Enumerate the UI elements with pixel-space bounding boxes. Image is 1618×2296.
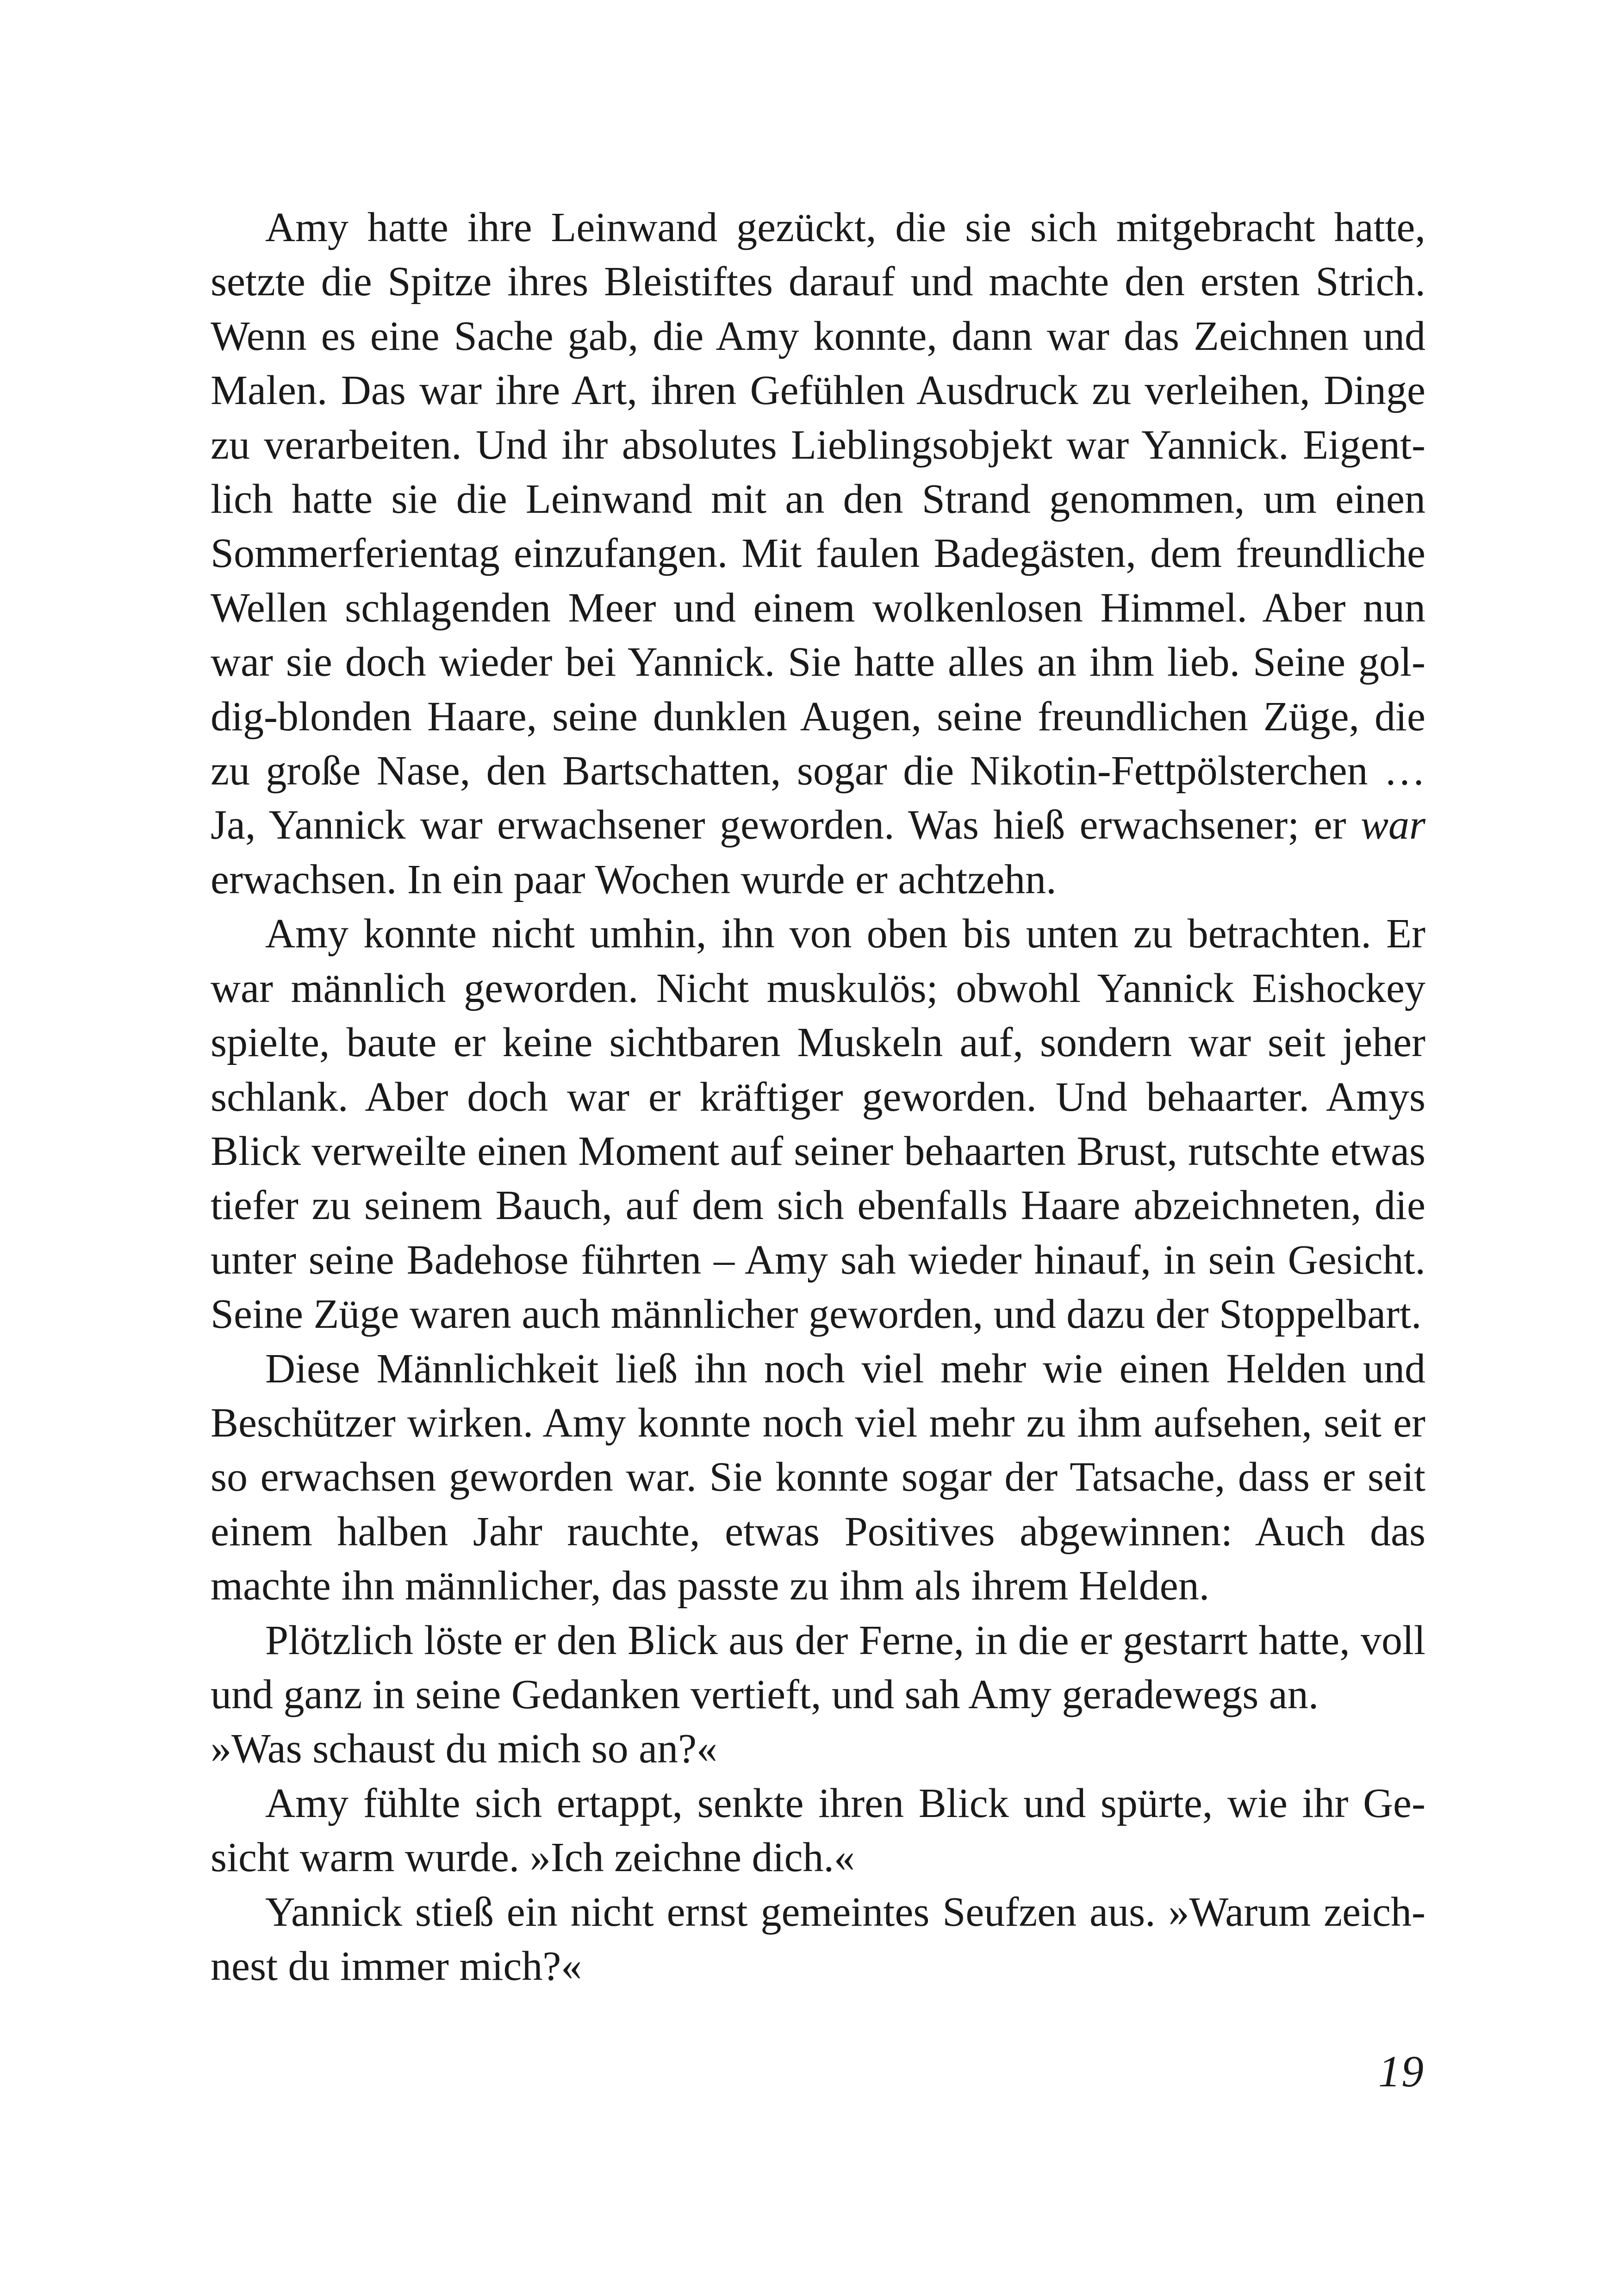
- body-text: [211, 200, 1425, 1993]
- paragraph-1-text-end: erwachsen. In ein paar Wochen wurde er achtzehn.: [211, 856, 1057, 902]
- paragraph-1: [211, 200, 1425, 907]
- paragraph-1-text: Amy hatte ihre Leinwand gezückt, die sie sich mitgebracht hatte, setzte die Spitze ihres Bleistiftes darauf und machte den ersten Strich. Wenn es eine Sache gab, die Amy konnte, dann war das Zeichnen und Malen. Das war ihre Art, ihren Gefühlen Ausdruck zu verleihen, Dinge zu verarbeiten. Und ihr absolutes Lieblingsobjekt war Yannick. Eigentlich hatte sie die Leinwand mit an den Strand genommen, um einen Sommerferientag einzufangen. Mit faulen Badegästen, dem freundliche Wellen schlagenden Meer und einem wolkenlosen Himmel. Aber nun war sie doch wieder bei Yannick. Sie hatte alles an ihm lieb. Seine goldig-blonden Haare, seine dunklen Augen, seine freundlichen Züge, die zu große Nase, den Bartschatten, sogar die Nikotin-Fettpölsterchen … Ja, Yannick war erwachsener geworden. Was hieß erwachsener; er: [211, 205, 1425, 848]
- paragraph-3: Diese Männlichkeit ließ ihn noch viel mehr wie einen Helden und Beschützer wirken. Amy konnte noch viel mehr zu ihm aufsehen, seit er so erwachsen geworden war. Sie konnte sogar der Tatsache, dass er seit einem halben Jahr rauchte, etwas Positives abgewinnen: Auch das machte ihn männlicher, das passte zu ihm als ihrem Helden.: [211, 1345, 1425, 1609]
- paragraph-2: Amy konnte nicht umhin, ihn von oben bis unten zu betrachten. Er war männlich geworden. Nicht muskulös; obwohl Yannick Eishockey spielte, baute er keine sichtbaren Muskeln auf, sondern war seit jeher schlank. Aber doch war er kräftiger geworden. Und behaarter. Amys Blick verweilte einen Moment auf seiner behaarten Brust, rutschte etwas tiefer zu seinem Bauch, auf dem sich ebenfalls Haare abzeichneten, die unter seine Badehose führten – Amy sah wieder hinauf, in sein Gesicht. Seine Züge waren auch männlicher geworden, und dazu der Stoppelbart.: [211, 911, 1425, 1338]
- emphasis-war: war: [1360, 802, 1425, 848]
- paragraph-4: Plötzlich löste er den Blick aus der Ferne, in die er gestarrt hatte, voll und ganz in seine Gedanken vertieft, und sah Amy geradewegs an.: [211, 1617, 1425, 1717]
- paragraph-5: Amy fühlte sich ertappt, senkte ihren Blick und spürte, wie ihr Gesicht warm wurde. »Ich zeichne dich.«: [211, 1780, 1425, 1881]
- dialogue-line: »Was schaust du mich so an?«: [211, 1726, 718, 1772]
- paragraph-6: Yannick stieß ein nicht ernst gemeintes Seufzen aus. »Warum zeichnest du immer mich?«: [211, 1889, 1425, 1989]
- page-number: 19: [1378, 2047, 1425, 2096]
